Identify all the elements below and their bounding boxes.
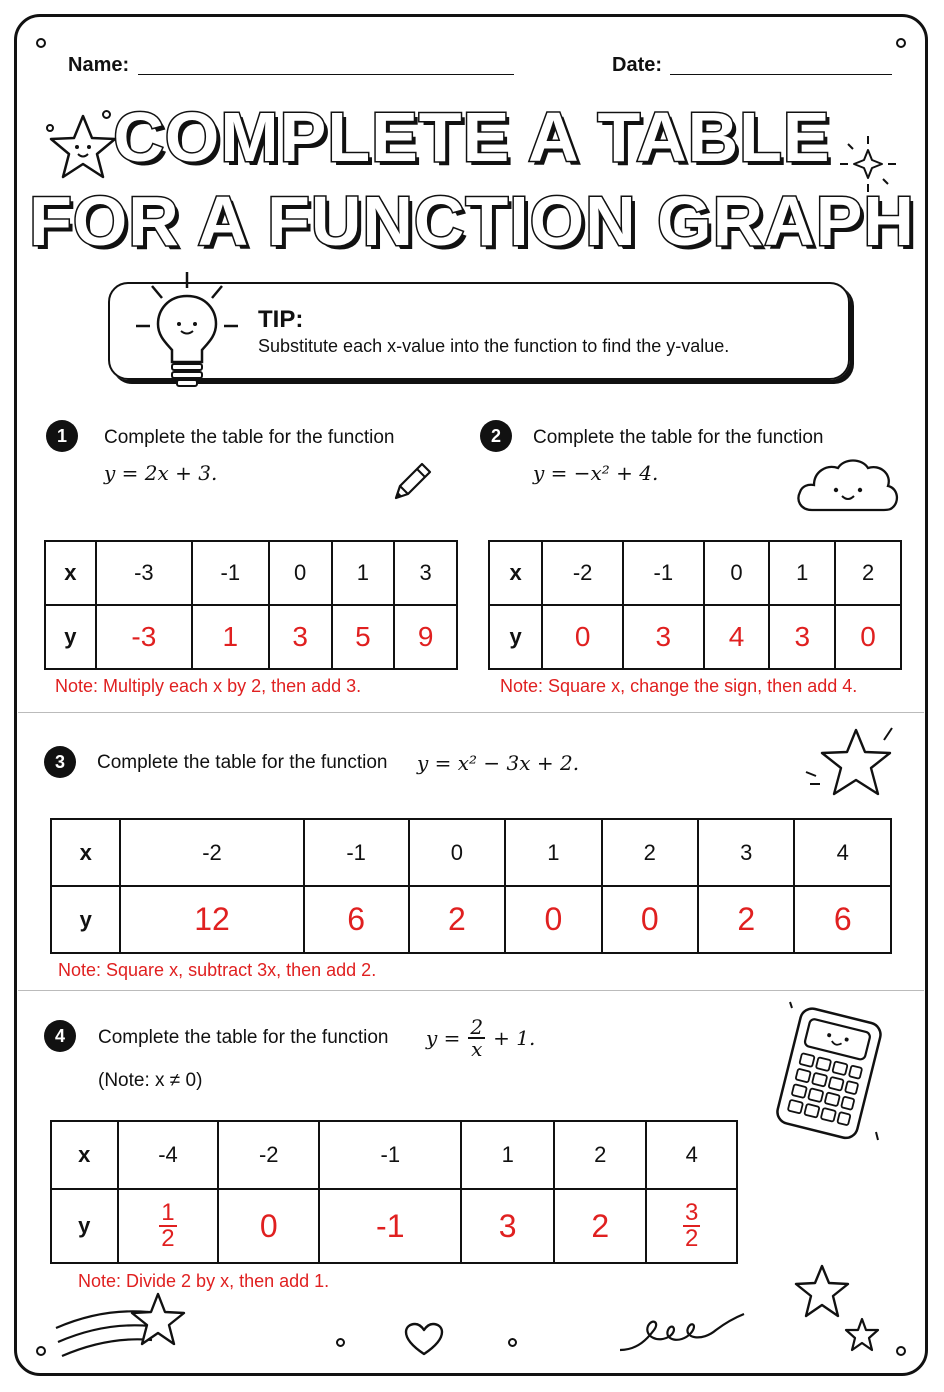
y-fraction	[159, 1201, 176, 1251]
y-row	[51, 1189, 737, 1263]
sparkle-icon	[838, 134, 898, 194]
x-value: 4	[794, 819, 891, 886]
hint-note: Note: Multiply each x by 2, then add 3.	[55, 676, 362, 696]
problem-number-badge: 2	[480, 420, 512, 452]
y-answer[interactable]: 6	[794, 886, 891, 953]
fraction-denominator: 2	[161, 1225, 175, 1252]
y-answer[interactable]: 2	[554, 1189, 647, 1263]
x-row	[45, 541, 457, 605]
y-answer[interactable]: 2	[409, 886, 505, 953]
y-header: y	[51, 886, 120, 953]
fraction-denominator: x	[471, 1037, 483, 1061]
star-doodle-icon	[800, 722, 900, 806]
hint-note: Note: Divide 2 by x, then add 1.	[78, 1271, 330, 1291]
x-value: -1	[192, 541, 269, 605]
x-header: x	[45, 541, 96, 605]
x-header: x	[51, 1121, 118, 1189]
x-value: -1	[623, 541, 704, 605]
fraction-numerator: 3	[685, 1199, 699, 1226]
problem-number-badge: 4	[44, 1020, 76, 1052]
tip-title: TIP:	[258, 306, 304, 333]
calculator-icon	[768, 1000, 888, 1146]
x-header: x	[51, 819, 120, 886]
section-divider	[18, 712, 924, 713]
x-value: 0	[409, 819, 505, 886]
smiling-cloud-icon	[794, 456, 902, 514]
y-answer[interactable]: 6	[304, 886, 409, 953]
fraction-numerator: 1	[161, 1199, 175, 1226]
y-answer[interactable]: 3	[461, 1189, 554, 1263]
hint-note: Note: Square x, change the sign, then add 4.	[500, 676, 858, 696]
heart-icon	[404, 1322, 444, 1358]
y-row	[45, 605, 457, 669]
binder-hole	[896, 38, 906, 48]
problem-prompt: Complete the table for the function	[98, 1027, 389, 1048]
problem-function	[426, 1010, 535, 1066]
x-value: 1	[769, 541, 835, 605]
y-answer[interactable]: 0	[835, 605, 901, 669]
y-answer[interactable]: 1	[192, 605, 269, 669]
problem-prompt: Complete the table for the function	[533, 427, 824, 448]
binder-hole	[36, 38, 46, 48]
circle-doodle	[508, 1338, 517, 1347]
smiling-star-icon	[48, 112, 118, 182]
star-doodle-icon	[790, 1262, 854, 1322]
x-value: 0	[704, 541, 770, 605]
x-value: -2	[542, 541, 623, 605]
y-answer[interactable]: 0	[505, 886, 601, 953]
date-label: Date:	[612, 54, 663, 76]
y-answer[interactable]: 9	[394, 605, 457, 669]
y-answer[interactable]: 0	[602, 886, 698, 953]
y-answer[interactable]: 4	[704, 605, 770, 669]
y-answer[interactable]: 3	[269, 605, 332, 669]
x-value: 2	[602, 819, 698, 886]
y-header: y	[45, 605, 96, 669]
circle-doodle	[102, 110, 111, 119]
x-value: 1	[505, 819, 601, 886]
shooting-star-icon	[52, 1286, 192, 1366]
problem-prompt: Complete the table for the function	[104, 427, 395, 448]
y-answer[interactable]: 0	[542, 605, 623, 669]
y-row	[51, 886, 891, 953]
x-row	[51, 819, 891, 886]
y-answer[interactable]: 0	[218, 1189, 319, 1263]
x-value: 4	[646, 1121, 737, 1189]
x-value: 3	[698, 819, 794, 886]
y-header: y	[489, 605, 542, 669]
problem-number-badge: 1	[46, 420, 78, 452]
x-value: -3	[96, 541, 192, 605]
problem-function: y = x² − 3x + 2.	[417, 751, 580, 775]
x-value: -1	[319, 1121, 461, 1189]
x-value: 0	[269, 541, 332, 605]
problem-function: y = −x² + 4.	[533, 461, 659, 485]
x-value: 1	[461, 1121, 554, 1189]
x-value: -1	[304, 819, 409, 886]
x-row	[489, 541, 901, 605]
fraction-numerator: 2	[470, 1015, 484, 1039]
pencil-icon	[388, 458, 436, 506]
binder-hole	[896, 1346, 906, 1356]
y-answer[interactable]: -3	[96, 605, 192, 669]
function-lhs: y =	[426, 1026, 461, 1050]
hint-note: Note: Square x, subtract 3x, then add 2.	[58, 960, 377, 980]
y-answer[interactable]	[118, 1189, 219, 1263]
x-value: -4	[118, 1121, 219, 1189]
function-fraction	[468, 1017, 485, 1059]
loop-scribble-icon	[618, 1310, 748, 1360]
x-header: x	[489, 541, 542, 605]
problem-prompt: Complete the table for the function	[97, 752, 388, 773]
problem-function: y = 2x + 3.	[104, 461, 218, 485]
tip-text: Substitute each x-value into the function to find the y-value.	[258, 336, 730, 356]
x-value: -2	[120, 819, 303, 886]
function-table-1	[44, 540, 458, 670]
y-fraction	[683, 1201, 700, 1251]
x-value: 3	[394, 541, 457, 605]
worksheet-title-line-1: COMPLETE A TABLE	[113, 98, 831, 176]
x-value: -2	[218, 1121, 319, 1189]
circle-doodle	[336, 1338, 345, 1347]
y-answer[interactable]: 2	[698, 886, 794, 953]
x-value: 2	[835, 541, 901, 605]
section-divider	[18, 990, 924, 991]
circle-doodle	[46, 124, 54, 132]
y-answer[interactable]: -1	[319, 1189, 461, 1263]
x-row	[51, 1121, 737, 1189]
name-label: Name:	[68, 54, 130, 76]
function-table-4	[50, 1120, 738, 1264]
worksheet-title-line-2: FOR A FUNCTION GRAPH	[29, 182, 915, 260]
y-header: y	[51, 1189, 118, 1263]
x-value: 1	[332, 541, 395, 605]
function-table-2	[488, 540, 902, 670]
y-row	[489, 605, 901, 669]
problem-number-badge: 3	[44, 746, 76, 778]
x-value: 2	[554, 1121, 647, 1189]
y-answer[interactable]: 3	[623, 605, 704, 669]
star-doodle-icon	[842, 1316, 882, 1356]
date-line[interactable]	[670, 74, 892, 75]
function-table-3	[50, 818, 892, 954]
domain-restriction: (Note: x ≠ 0)	[98, 1070, 203, 1091]
name-line[interactable]	[138, 74, 514, 75]
function-rhs: + 1.	[493, 1026, 536, 1050]
y-answer[interactable]	[646, 1189, 737, 1263]
fraction-denominator: 2	[685, 1225, 699, 1252]
y-answer[interactable]: 3	[769, 605, 835, 669]
y-answer[interactable]: 12	[120, 886, 303, 953]
y-answer[interactable]: 5	[332, 605, 395, 669]
binder-hole	[36, 1346, 46, 1356]
lightbulb-icon	[132, 266, 242, 396]
